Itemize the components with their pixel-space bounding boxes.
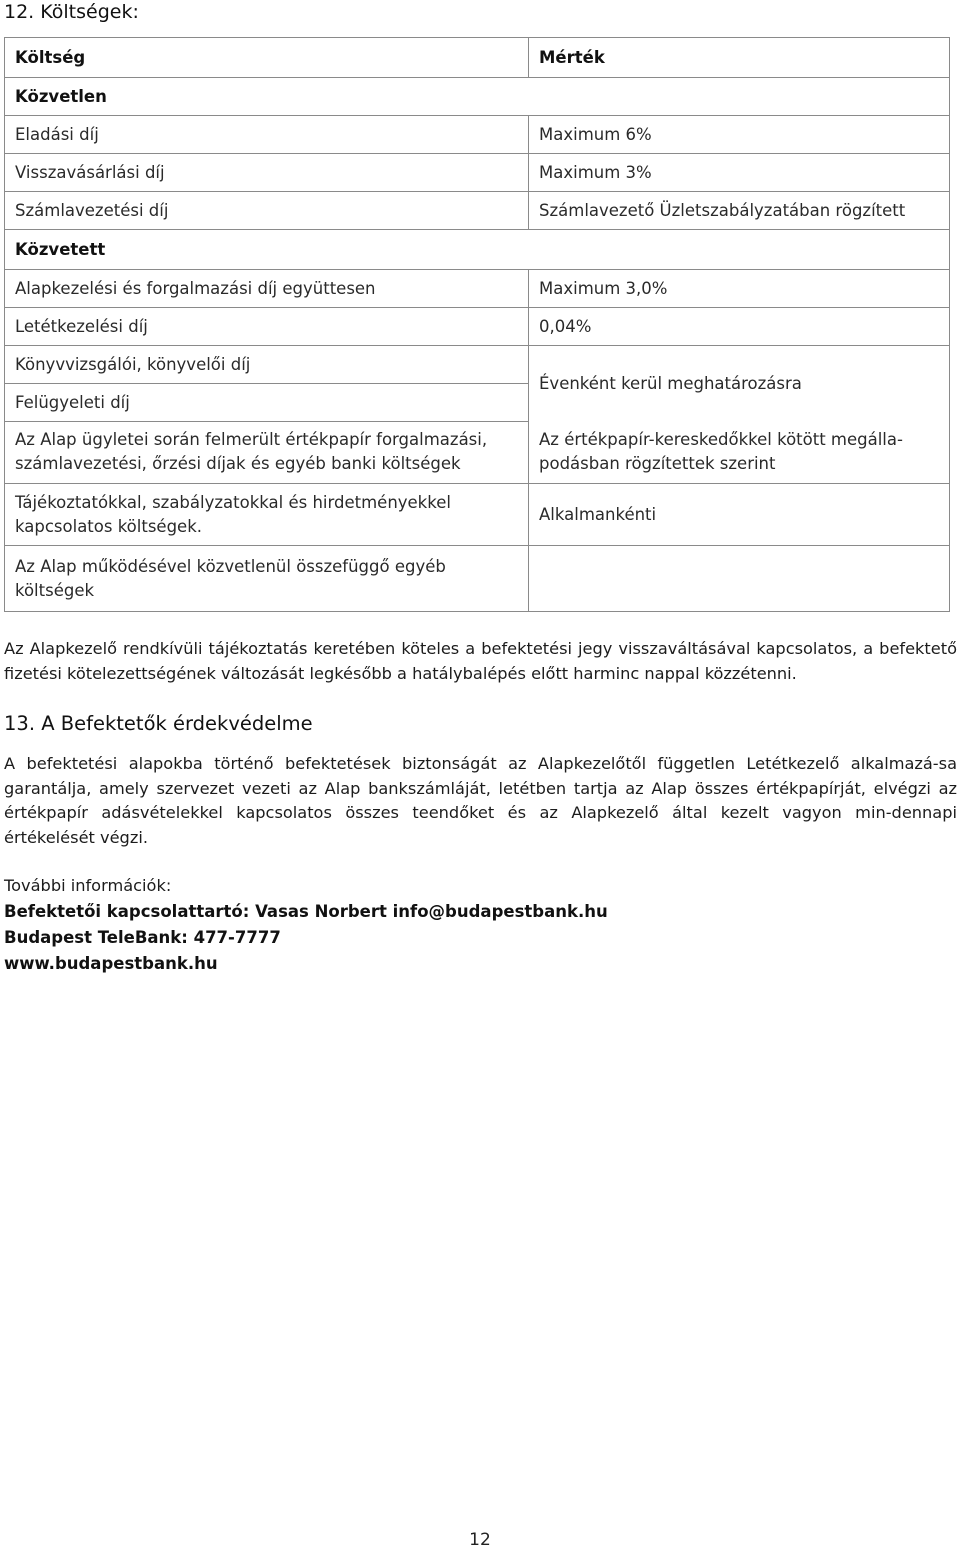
header-cost: Költség (5, 38, 529, 78)
direct-row-rate: Maximum 3% (529, 154, 950, 192)
notice-paragraph: Az Alapkezelő rendkívüli tájékoztatás keretében köteles a befektetési jegy visszaváltásával kapcsolatos, a befektető fizetési kötelezettségének változását legkésőbb a hatálybalépés előtt harminc nappal közzétenni. (4, 639, 957, 683)
indirect-row-cost: Az Alap ügyletei során felmerült értékpapír forgalmazási, számlavezetési, őrzési díjak és egyéb banki költségek (5, 422, 529, 484)
indirect-row-cost: Letétkezelési díj (5, 308, 529, 346)
indirect-row-rate: 0,04% (529, 308, 950, 346)
direct-heading: Közvetlen (5, 78, 529, 116)
direct-row-rate: Maximum 6% (529, 116, 950, 154)
direct-row-cost: Visszavásárlási díj (5, 154, 529, 192)
indirect-row-cost: Az Alap működésével közvetlenül összefüggő egyéb költségek (5, 546, 529, 612)
website-link[interactable]: www.budapestbank.hu (4, 954, 218, 973)
section-13-title: 13. A Befektetők érdekvédelme (4, 712, 313, 735)
investor-protection-paragraph: A befektetési alapokba történő befektetések biztonságát az Alapkezelőtől független Letétkezelő alkalmazá-sa garantálja, amely szervezet vezeti az Alap bankszámláját, letétben tartja az Alap összes értékpapírját, elvégzi az értékpapír adásvételekkel kapcsolatos összes teendőket és az Alapkezelő által kezelt vagyon min-dennapi értékelését végzi. (4, 754, 957, 847)
direct-row-cost: Eladási díj (5, 116, 529, 154)
indirect-row-rate: Maximum 3,0% (529, 270, 950, 308)
indirect-row-cost: Tájékoztatókkal, szabályzatokkal és hirdetményekkel kapcsolatos költségek. (5, 484, 529, 546)
header-rate: Mérték (529, 38, 950, 78)
indirect-row-rate (529, 546, 950, 612)
costs-table (4, 37, 950, 612)
indirect-row-cost: Felügyeleti díj (5, 384, 529, 422)
section-12-title: 12. Költségek: (4, 1, 139, 23)
more-info-label: További információk: (4, 876, 172, 895)
indirect-row-rate: Az értékpapír-kereskedőkkel kötött megálla-podásban rögzítettek szerint (529, 422, 950, 484)
direct-row-cost: Számlavezetési díj (5, 192, 529, 230)
indirect-row-cost: Könyvvizsgálói, könyvelői díj (5, 346, 529, 384)
indirect-heading: Közvetett (5, 230, 529, 270)
telebank-number: Budapest TeleBank: 477-7777 (4, 928, 281, 947)
indirect-row-cost: Alapkezelési és forgalmazási díj együttesen (5, 270, 529, 308)
direct-row-rate: Számlavezető Üzletszabályzatában rögzített (529, 192, 950, 230)
indirect-row-rate: Alkalmankénti (529, 484, 950, 546)
contact-person: Befektetői kapcsolattartó: Vasas Norbert info@budapestbank.hu (4, 902, 608, 921)
indirect-row-rate: Évenként kerül meghatározásra (529, 346, 950, 422)
page-number: 12 (469, 1530, 491, 1550)
